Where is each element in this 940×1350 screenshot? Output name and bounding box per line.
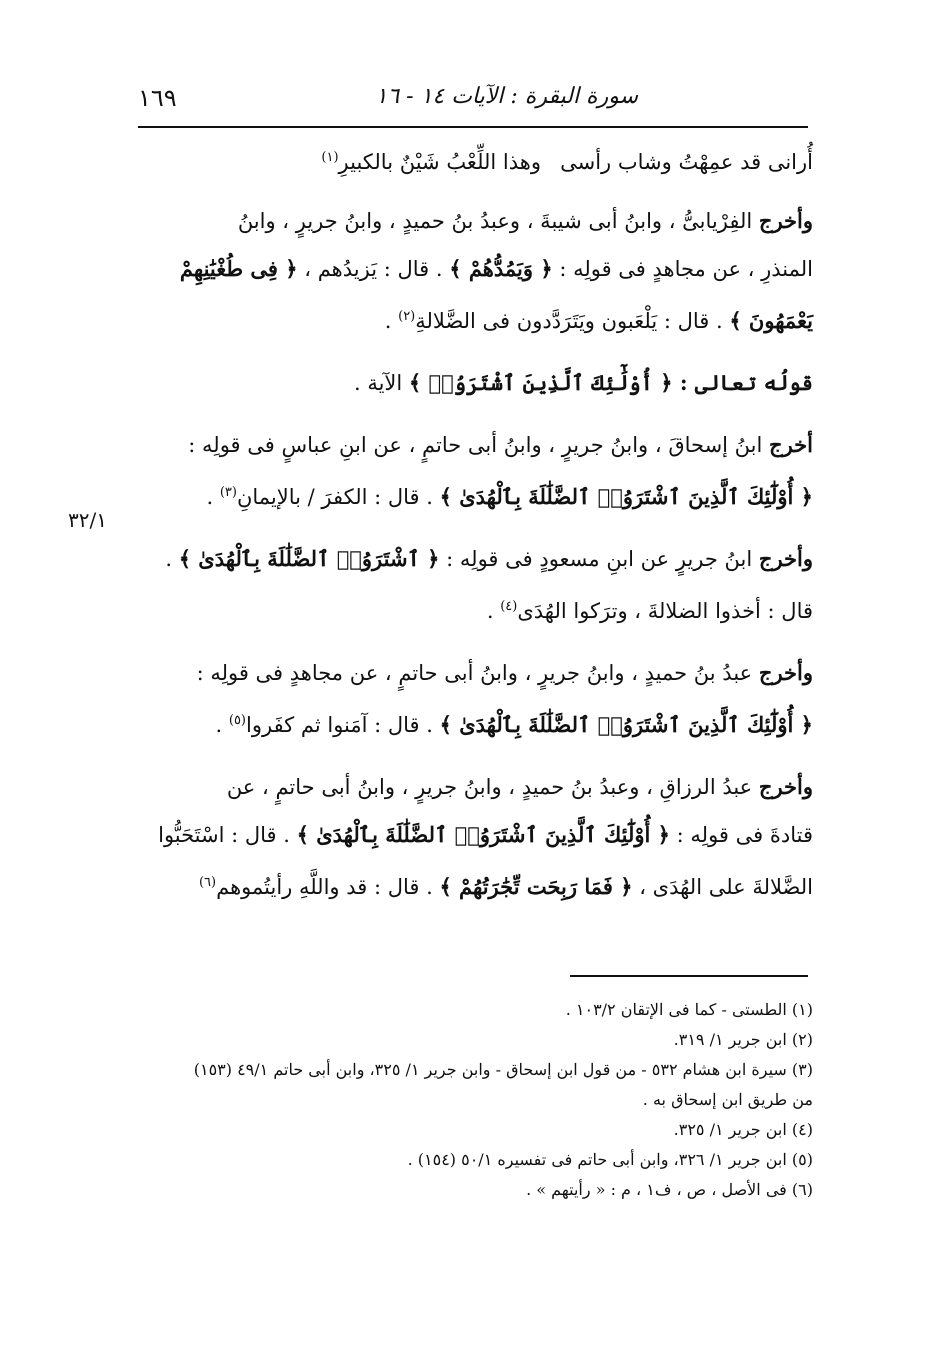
quran-quote: ﴿ أُوْلَٰٓئِكَ ٱلَّذِينَ ٱشْتَرَوُا۟ ٱلضَّلَٰلَةَ بِٱلْهُدَىٰ ﴾ xyxy=(439,484,813,509)
quran-quote: ﴿ فَمَا رَبِحَت تِّجَٰرَتُهُمْ ﴾ xyxy=(439,874,633,899)
footnote-marker[interactable]: (٢) xyxy=(398,309,416,324)
footnote: (٣) سيرة ابن هشام ٥٣٢ - من قول ابن إسحاق - وابن جرير ١/ ٣٢٥، وابن أبى حاتم ٤٩/١ (١٥٣) xyxy=(193,1060,813,1079)
footnote-divider xyxy=(570,975,808,977)
paragraph-keyword: أخرج xyxy=(769,432,813,457)
paragraph-5: وأخرج عبدُ بنُ حميدٍ ، وابنُ جريرٍ ، وابنُ أبى حاتمٍ ، عن مجاهدٍ فى قولِه : ﴿ أُوْلَٰٓئِكَ ٱلَّذِينَ ٱشْتَرَوُا۟ ٱلضَّلَٰلَةَ بِٱلْهُدَىٰ ﴾ . قال : آمَنوا ثم كفَروا$^{(٥)}$ . xyxy=(196,660,813,737)
paragraph-keyword: قولُه تعالى : xyxy=(672,370,813,395)
paragraph-keyword: وأخرج xyxy=(758,208,813,233)
main-text xyxy=(130,150,813,911)
poem-verse xyxy=(130,150,813,197)
footnote-marker[interactable]: (٣) xyxy=(219,485,237,500)
footnote-marker[interactable]: (١) xyxy=(321,150,339,165)
footnote: (١) الطستى - كما فى الإتقان ١٠٣/٢ . xyxy=(565,1000,813,1019)
footnote: (٤) ابن جرير ١/ ٣٢٥. xyxy=(673,1120,813,1139)
quran-quote: ﴿ فِى طُغْيَٰنِهِمْ xyxy=(179,256,298,281)
quran-quote: ﴿ أُوْلَٰٓئِكَ ٱلَّذِينَ ٱشْتَرَوُا۟ ٱلضَّلَٰلَةَ بِٱلْهُدَىٰ ﴾ xyxy=(296,822,670,847)
paragraph-keyword: وأخرج xyxy=(758,774,813,799)
poem-hemistich-2: وهذا اللِّعْبُ شَيْنٌ بالكبيرِ$^{(١)}$ xyxy=(321,150,541,174)
quran-quote: ﴿ وَيَمُدُّهُمْ ﴾ xyxy=(449,256,553,281)
page-number: ١٦٩ xyxy=(138,84,177,112)
paragraph-1: وأخرج الفِرْيابىُّ ، وابنُ أبى شيبةَ ، وعبدُ بنُ حميدٍ ، وابنُ جريرٍ ، وابنُ المنذرِ ، عن مجاهدٍ فى قولِه : ﴿ وَيَمُدُّهُمْ ﴾ . قال : يَزيدُهم ، ﴿ فِى طُغْيَٰنِهِمْ يَعْمَهُونَ ﴾ . قال : يَلْعَبون ويَتَرَدَّدون فى الضَّلالةِ$^{(٢)}$ . xyxy=(179,208,813,333)
margin-volume-reference: ٣٢/١ xyxy=(68,508,107,532)
page-header xyxy=(138,80,808,120)
footnote-continuation: من طريق ابن إسحاق به . xyxy=(642,1090,813,1109)
paragraph-6: وأخرج عبدُ الرزاقِ ، وعبدُ بنُ حميدٍ ، وابنُ جريرٍ ، وابنُ أبى حاتمٍ ، عن قتادةَ فى قولِه : ﴿ أُوْلَٰٓئِكَ ٱلَّذِينَ ٱشْتَرَوُا۟ ٱلضَّلَٰلَةَ بِٱلْهُدَىٰ ﴾ . قال : اسْتَحَبُّوا الضَّلالةَ على الهُدَى ، ﴿ فَمَا رَبِحَت تِّجَٰرَتُهُمْ ﴾ . قال : قد واللَّهِ رأيتُموهم$^{(٦)}$ xyxy=(158,774,813,899)
paragraph-keyword: وأخرج xyxy=(758,660,813,685)
poem-hemistich-1: أُرانى قد عمِهْتُ وشاب رأسى xyxy=(560,150,813,174)
footnote-marker[interactable]: (٥) xyxy=(228,713,246,728)
paragraph-3: أخرج ابنُ إسحاقَ ، وابنُ جريرٍ ، وابنُ أبى حاتمٍ ، عن ابنِ عباسٍ فى قولِه : ﴿ أُوْلَٰٓئِكَ ٱلَّذِينَ ٱشْتَرَوُا۟ ٱلضَّلَٰلَةَ بِٱلْهُدَىٰ ﴾ . قال : الكفرَ / بالإيمانِ$^{(٣)}$ . xyxy=(188,432,813,509)
paragraph-4: وأخرج ابنُ جريرٍ عن ابنِ مسعودٍ فى قولِه : ﴿ ٱشْتَرَوُا۟ ٱلضَّلَٰلَةَ بِٱلْهُدَىٰ ﴾ . قال : أخذوا الضلالةَ ، وترَكوا الهُدَى$^{(٤)}$ . xyxy=(165,546,813,623)
footnote-marker[interactable]: (٦) xyxy=(198,875,217,890)
footnote-marker[interactable]: (٤) xyxy=(500,599,518,614)
footnote: (٥) ابن جرير ١/ ٣٢٦، وابن أبى حاتم فى تفسيره ٥٠/١ (١٥٤) . xyxy=(407,1150,813,1169)
quran-quote: ﴿ أُوْلَٰٓئِكَ ٱلَّذِينَ ٱشْتَرَوُا۟ ﴾ xyxy=(408,370,673,395)
paragraph-2-heading: قولُه تعالى : ﴿ أُوْلَٰٓئِكَ ٱلَّذِينَ ٱشْتَرَوُا۟ ﴾ الآية . xyxy=(353,370,813,395)
quran-quote: ﴿ أُوْلَٰٓئِكَ ٱلَّذِينَ ٱشْتَرَوُا۟ ٱلضَّلَٰلَةَ بِٱلْهُدَىٰ ﴾ xyxy=(439,712,813,737)
quran-quote: يَعْمَهُونَ ﴾ xyxy=(729,308,813,333)
paragraph-keyword: وأخرج xyxy=(758,546,813,571)
footnotes xyxy=(130,995,813,1205)
footnote: (٦) فى الأصل ، ص ، ف١ ، م : « رأيتهم » . xyxy=(526,1180,813,1199)
footnote: (٢) ابن جرير ١/ ٣١٩. xyxy=(673,1030,813,1049)
quran-quote: ﴿ ٱشْتَرَوُا۟ ٱلضَّلَٰلَةَ بِٱلْهُدَىٰ ﴾ xyxy=(178,546,440,571)
running-title: سورة البقرة : الآيات ١٤ - ١٦ xyxy=(375,84,638,109)
header-divider xyxy=(138,126,808,128)
